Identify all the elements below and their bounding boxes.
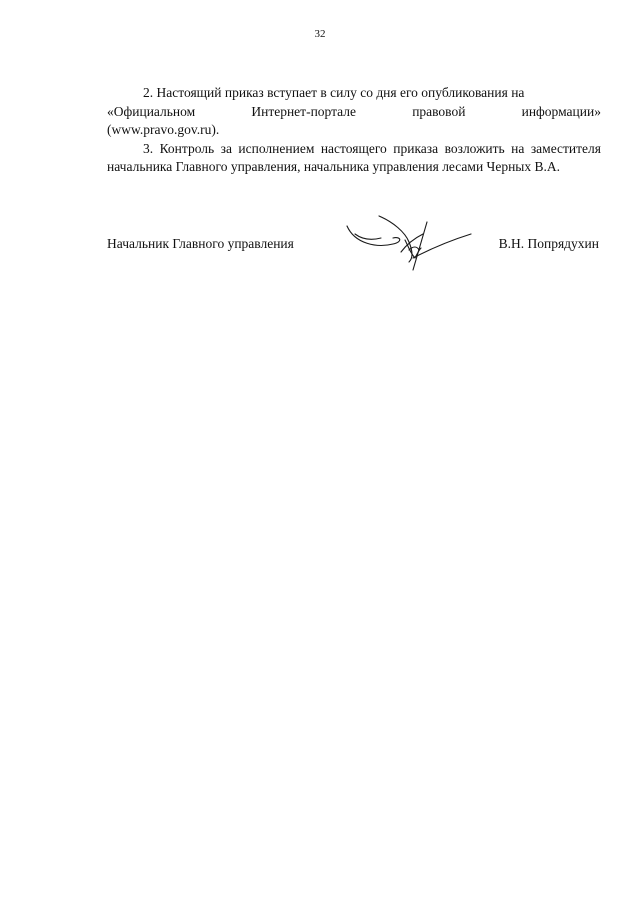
signer-name: В.Н. Попрядухин <box>498 236 599 251</box>
document-body <box>107 84 601 177</box>
paragraph-3: 3. Контроль за исполнением настоящего приказа возложить на заместителя начальника Главного управления, начальника управления лесами Черных В.А. <box>107 140 601 174</box>
signer-title: Начальник Главного управления <box>107 236 294 251</box>
page-number: 32 <box>314 28 326 40</box>
word-internet-portal: Интернет-портале <box>251 103 357 119</box>
paragraph-2-line-1: 2. Настоящий приказ вступает в силу со дня его опубликования на <box>143 85 525 100</box>
handwritten-signature <box>343 214 483 272</box>
paragraph-2-line-2 <box>107 103 601 122</box>
word-official: «Официальном <box>107 103 196 119</box>
paragraph-2-url: (www.pravo.gov.ru). <box>107 122 220 137</box>
word-information: информации» <box>521 103 601 119</box>
word-legal: правовой <box>412 103 466 119</box>
signature-block <box>107 232 601 272</box>
